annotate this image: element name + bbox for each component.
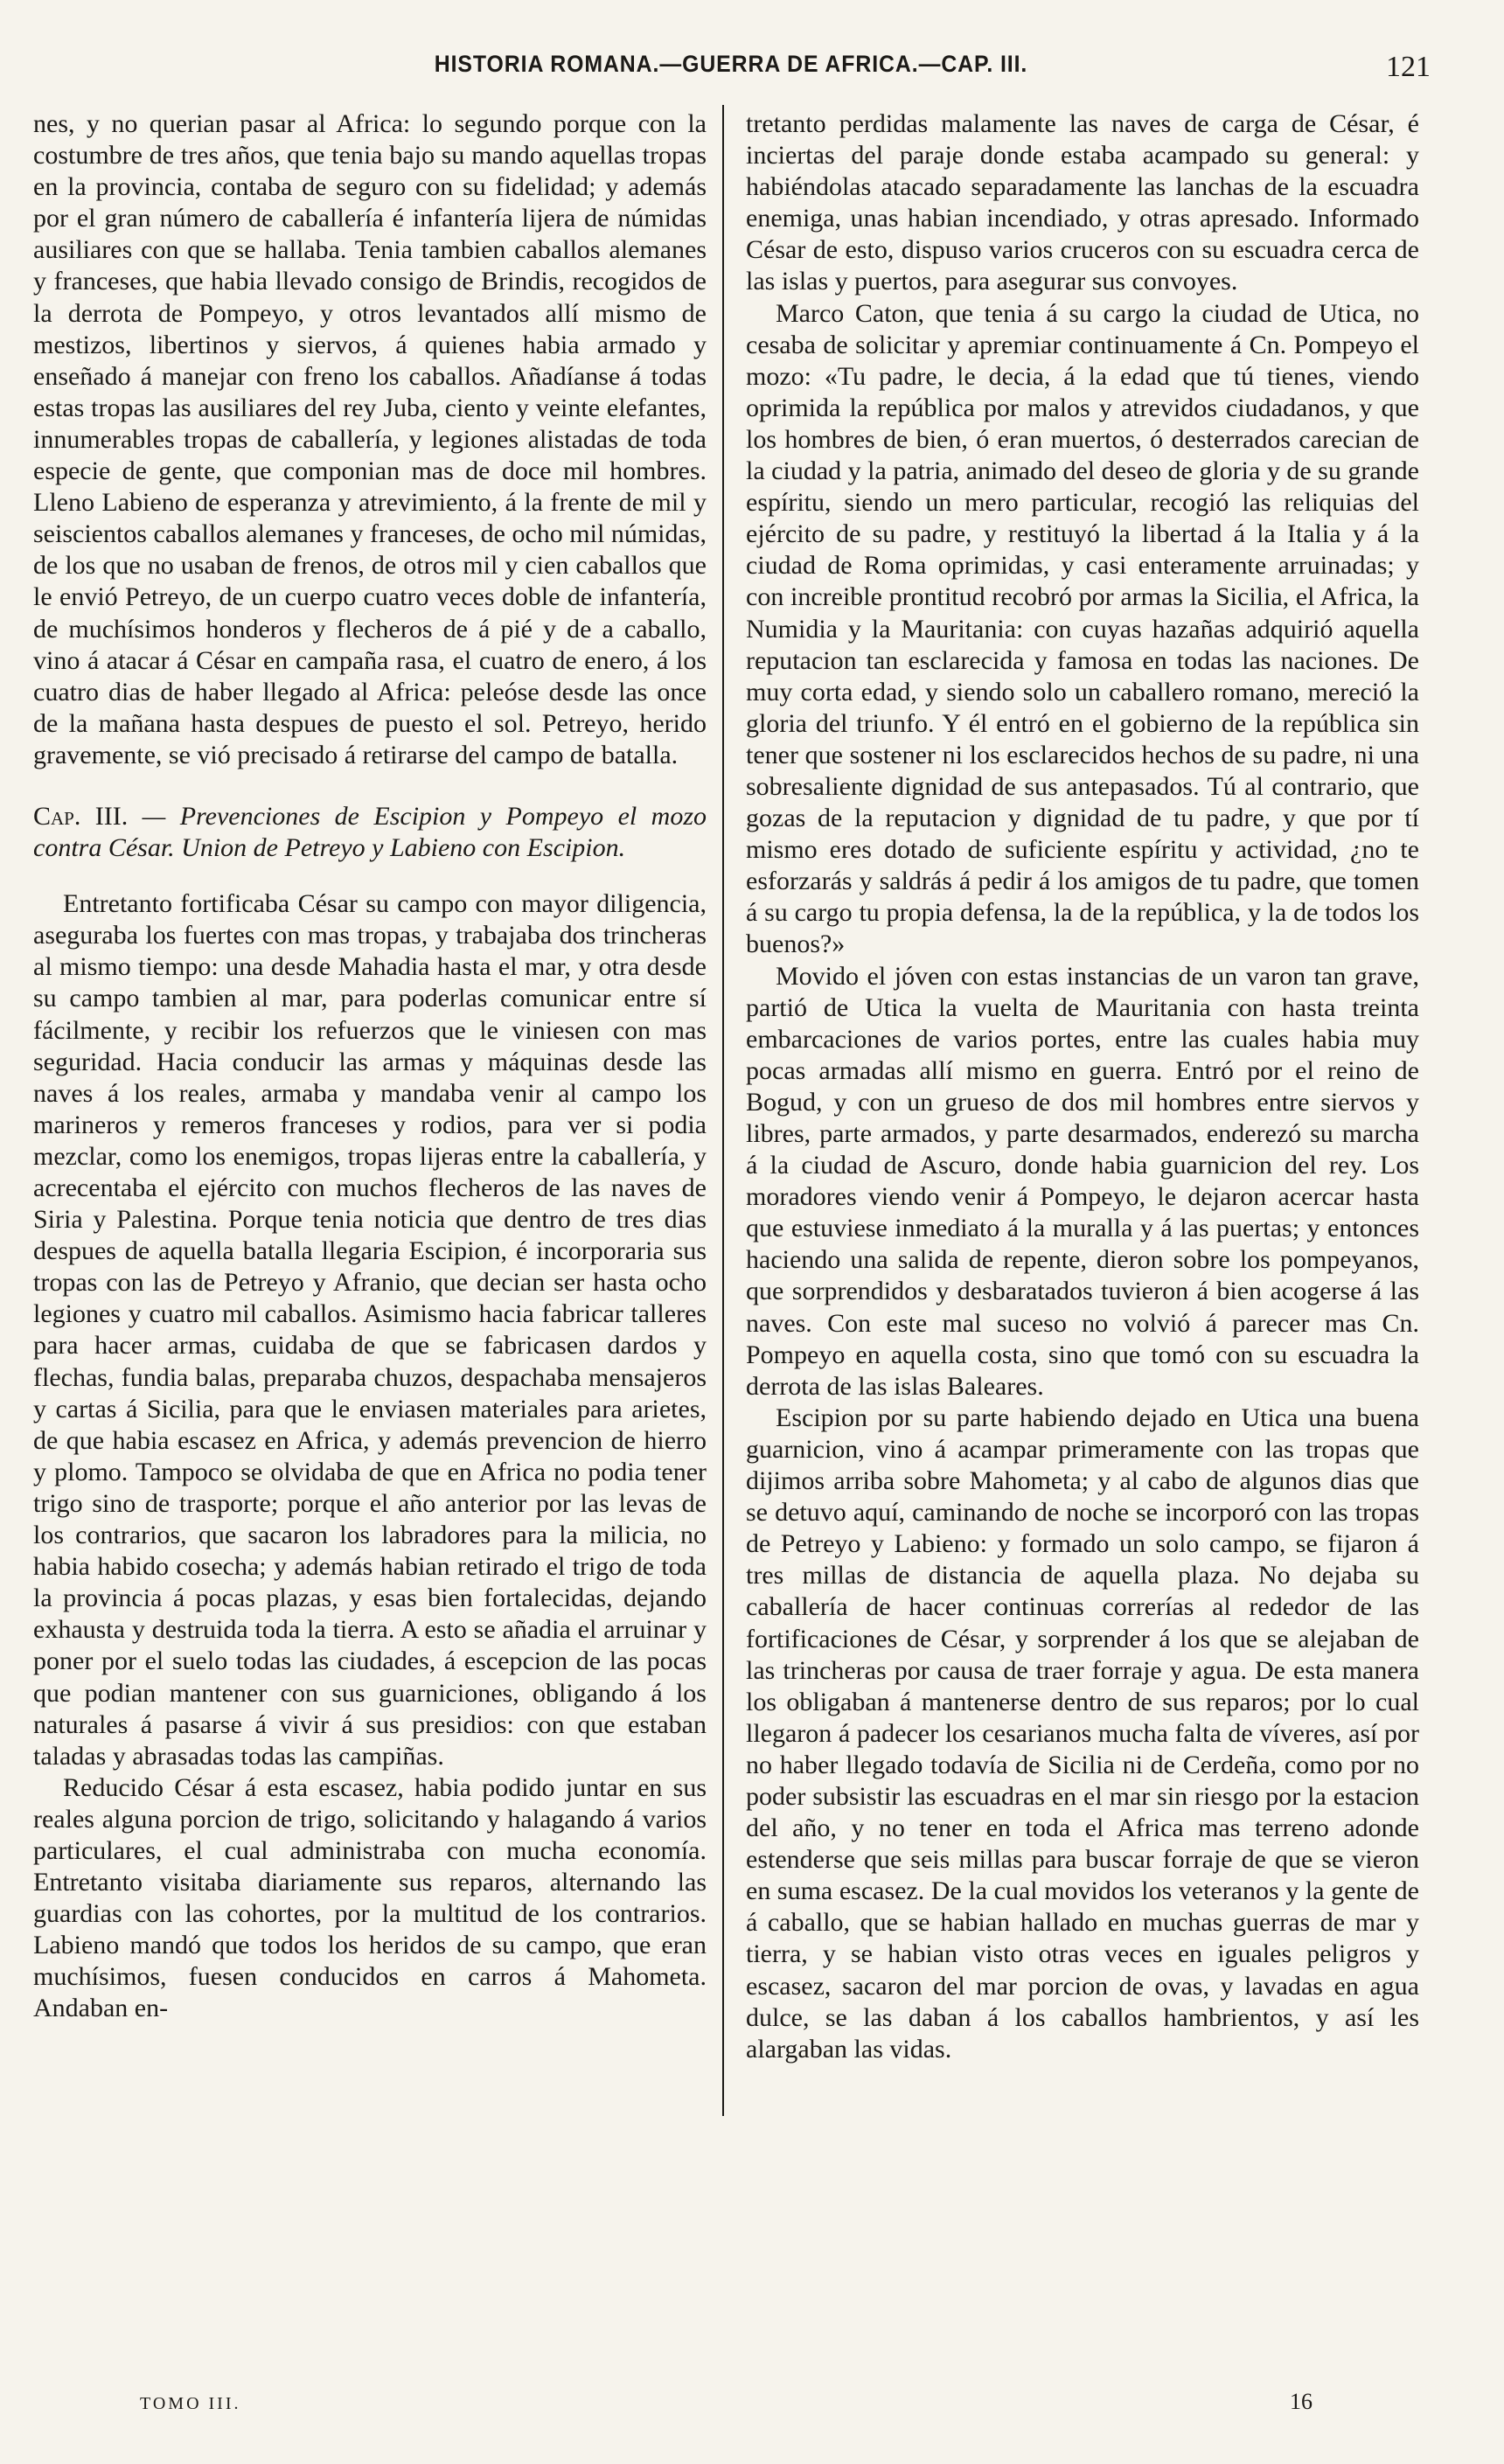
paragraph: Escipion por su parte habiendo dejado en Utica una buena guarnicion, vino á acampar primeramente con las tropas que dijimos arriba sobre Mahometa; y al cabo de algunos dias que se detuvo aquí, caminando de noche se incorporó con las tropas de Petreyo y Labieno: y formado un solo campo, se fijaron á tres millas de distancia de aquella plaza. No dejaba su caballería de hacer continuas correrías al rededor de las fortificaciones de César, y sorprender á los que se alejaban de las trincheras por causa de traer forraje y agua. De esta manera los obligaban á mantenerse dentro de sus reparos; por lo cual llegaron á padecer los cesarianos mucha falta de víveres, así por no haber llegado todavía de Sicilia ni de Cerdeña, como por no poder subsistir las escuadras en el mar sin riesgo por la estacion del año, y no tener en toda el Africa mas terreno adonde estenderse que seis millas para buscar forraje de que se vieron en suma escasez. De la cual movidos los veteranos y la gente de á caballo, que se habian hallado en muchas guerras de mar y tierra, y se habian visto otras veces en iguales peligros y escasez, sacaron del mar porcion de ovas, y lavadas en agua dulce, se las daban á los caballos hambrientos, y así les alargaban las vidas. <box>746 1403 1419 2064</box>
paragraph: Entretanto fortificaba César su campo con mayor diligencia, aseguraba los fuertes con mas tropas, y trabajaba dos trincheras al mismo tiempo: una desde Mahadia hasta el mar, y otra desde su campo tambien al mar, para poderlas comunicar entre sí fácilmente, y recibir los refuerzos que le viniesen con mas seguridad. Hacia conducir las armas y máquinas desde las naves á los reales, armaba y mandaba venir al campo los marineros y remeros franceses y rodios, para ver si podia mezclar, como los enemigos, tropas lijeras entre la caballería, y acrecentaba el ejército con muchos flecheros de las naves de Siria y Palestina. Porque tenia noticia que dentro de tres dias despues de aquella batalla llegaria Escipion, é incorporaria sus tropas con las de Petreyo y Afranio, que decian ser hasta ocho legiones y cuatro mil caballos. Asimismo hacia fabricar talleres para hacer armas, cuidaba de que se fabricasen dardos y flechas, fundia balas, preparaba chuzos, despachaba mensajeros y cartas á Sicilia, para que le enviasen materiales para arietes, de que habia escasez en Africa, y además prevencion de hierro y plomo. Tampoco se olvidaba de que en Africa no podia tener trigo sino de trasporte; porque el año anterior por las levas de los contrarios, que sacaron los labradores para la milicia, no habia habido cosecha; y además habian retirado el trigo de toda la provincia á pocas plazas, y esas bien fortalecidas, dejando exhausta y destruida toda la tierra. A esto se añadia el arruinar y poner por el suelo todas las ciudades, á escepcion de las pocas que podian mantener con sus guarniciones, obligando á los naturales á pasarse á vivir á sus presidios: con que estaban taladas y abrasadas todas las campiñas. <box>33 889 707 1771</box>
paragraph: Marco Caton, que tenia á su cargo la ciudad de Utica, no cesaba de solicitar y apremiar continuamente á Cn. Pompeyo el mozo: «Tu padre, le decia, á la edad que tú tienes, viendo oprimida la república por malos y atrevidos ciudadanos, y que los hombres de bien, ó eran muertos, ó desterrados carecian de la ciudad y la patria, animado del deseo de gloria y de su grande espíritu, siendo un mero particular, recogió las reliquias del ejército de su padre, y restituyó la libertad á la Italia y á la ciudad de Roma oprimidas, y casi enteramente arruinadas; y con increible prontitud recobró por armas la Sicilia, el Africa, la Numidia y la Mauritania: con cuyas hazañas adquirió aquella reputacion tan esclarecida y famosa en todas las naciones. De muy corta edad, y siendo solo un caballero romano, mereció la gloria del triunfo. Y él entró en el gobierno de la república sin tener que sostener ni los esclarecidos hechos de su padre, ni una sobresaliente dignidad de sus antepasados. Tú al contrario, que gozas de la reputacion y dignidad de tu padre, y que por tí mismo eres dotado de suficiente espíritu y actividad, ¿no te esforzarás y saldrás á pedir á los amigos de tu padre, que tomen á su cargo tu propia defensa, la de la república, y la de todos los buenos?» <box>746 298 1419 959</box>
signature-mark: 16 <box>1290 2389 1313 2414</box>
paragraph: tretanto perdidas malamente las naves de carga de César, é inciertas del paraje donde estaba acampado su general: y habiéndolas atacado separadamente las lanchas de la escuadra enemiga, unas habian incendiado, y otras apresado. Informado César de esto, dispuso varios cruceros con su escuadra cerca de las islas y puertos, para asegurar sus convoyes. <box>746 109 1419 296</box>
left-column <box>33 108 707 2025</box>
paragraph: nes, y no querian pasar al Africa: lo segundo porque con la costumbre de tres años, que tenia bajo su mando aquellas tropas en la provincia, contaba de seguro con su fidelidad; y además por el gran número de caballería é infantería lijera de númidas ausiliares con que se hallaba. Tenia tambien caballos alemanes y franceses, que habia llevado consigo de Brindis, recogidos de la derrota de Pompeyo, y otros levantados allí mismo de mestizos, libertinos y siervos, á quienes habia armado y enseñado á manejar con freno los caballos. Añadíanse á todas estas tropas las ausiliares del rey Juba, ciento y veinte elefantes, innumerables tropas de caballería, y legiones alistadas de toda especie de gente, que componian mas de doce mil hombres. Lleno Labieno de esperanza y atrevimiento, á la frente de mil y seiscientos caballos alemanes y franceses, de ocho mil númidas, de los que no usaban de frenos, de otros mil y cien caballos que le envió Petreyo, de un cuerpo cuatro veces doble de infantería, de muchísimos honderos y flecheros de á pié y de a caballo, vino á atacar á César en campaña rasa, el cuatro de enero, á los cuatro dias de haber llegado al Africa: peleóse desde las once de la mañana hasta despues de puesto el sol. Petreyo, herido gravemente, se vió precisado á retirarse del campo de batalla. <box>33 109 707 769</box>
page-number: 121 <box>1386 51 1431 83</box>
running-title: HISTORIA ROMANA.—GUERRA DE AFRICA.—CAP. III. <box>434 51 1028 77</box>
volume-label: TOMO III. <box>140 2394 241 2413</box>
paragraph: Reducido César á esta escasez, habia podido juntar en sus reales alguna porcion de trigo, solicitando y halagando á varios particulares, el cual administraba con mucha economía. Entretanto visitaba diariamente sus reparos, alternando las guardias con las cohortes, por la multitud de los contrarios. Labieno mandó que todos los heridos de su campo, que eran muchísimos, fuesen conducidos en carros á Mahometa. Andaban en- <box>33 1772 707 2023</box>
chapter-label: Cap. III. <box>33 801 129 831</box>
chapter-heading <box>33 801 707 864</box>
paragraph: Movido el jóven con estas instancias de un varon tan grave, partió de Utica la vuelta de Mauritania con hasta treinta embarcaciones de varios portes, entre las cuales habia muy pocas armadas allí mismo en guerra. Entró por el reino de Bogud, y con un grueso de dos mil hombres entre siervos y libres, parte armados, y parte desarmados, enderezó su marcha á la ciudad de Ascuro, donde habia guarnicion del rey. Los moradores viendo venir á Pompeyo, le dejaron acercar hasta que estuviese inmediato á la muralla y á las puertas; y entonces haciendo una salida de repente, dieron sobre los pompeyanos, que sorprendidos y desbaratados tuvieron á bien acogerse á las naves. Con este mal suceso no volvió á parecer mas Cn. Pompeyo en aquella costa, sino que tomó con su escuadra la derrota de las islas Baleares. <box>746 961 1419 1401</box>
chapter-title: — Prevenciones de Escipion y Pompeyo el mozo contra César. Union de Petreyo y Labieno con Escipion. <box>33 801 707 863</box>
column-divider <box>722 105 724 2116</box>
right-column <box>746 108 1419 2065</box>
